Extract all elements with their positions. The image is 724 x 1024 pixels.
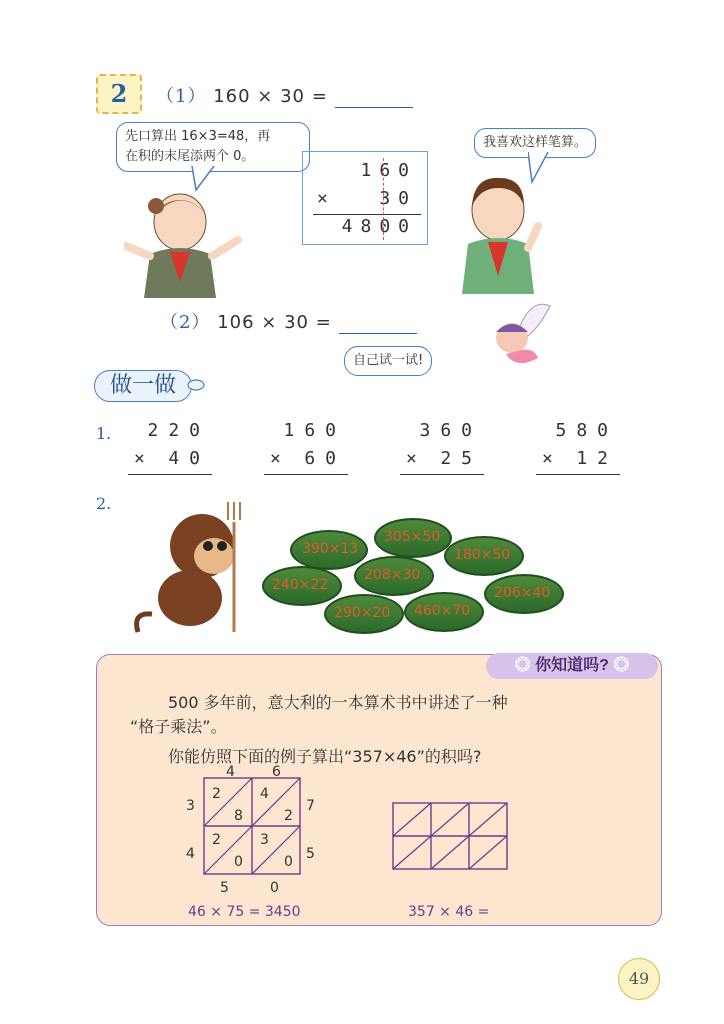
calc-result: 4800: [341, 216, 417, 237]
watermelon-1: [290, 530, 368, 570]
watermelon-1-label: 390×13: [302, 541, 359, 557]
watermelon-6: [484, 574, 564, 614]
watermelon-7: [324, 594, 404, 634]
problem-1-op: ×: [134, 448, 145, 469]
calc-operator: ×: [317, 188, 336, 209]
girl-bubble-line-1: 先口算出 16×3=48，再: [125, 129, 271, 144]
problem-2-bottom: 60: [304, 448, 346, 469]
badge-right-dot-icon: ◎: [613, 657, 630, 674]
lattice-top-digit-1: 4: [226, 764, 235, 780]
lattice-cell-2-ones: 2: [284, 808, 293, 824]
lattice-cell-1-ones: 8: [234, 808, 243, 824]
watermelon-5-label: 208×30: [364, 567, 421, 583]
watermelon-3-label: 180×50: [454, 547, 511, 563]
problem-1: [128, 420, 212, 478]
question-2-label: （2）: [160, 312, 211, 333]
practice-title: 做一做: [94, 370, 192, 402]
boy-illustration: [458, 172, 542, 294]
watermelon-2: [374, 518, 452, 558]
lattice-example-equation: 46 × 75 = 3450: [188, 904, 301, 920]
lattice-cell-3-tens: 2: [212, 832, 221, 848]
watermelon-6-label: 206×40: [494, 585, 551, 601]
girl-speech-bubble: [116, 122, 310, 172]
lattice-task-equation: 357 × 46 =: [408, 904, 490, 920]
girl-illustration: [124, 186, 254, 298]
problem-2-top: 160: [283, 420, 346, 441]
girl-bubble-line-2: 在积的末尾添两个 0。: [125, 149, 255, 164]
lattice-cell-2-tens: 4: [260, 786, 269, 802]
calc-row-1: 160: [360, 160, 417, 181]
watermelon-2-label: 305×50: [384, 529, 441, 545]
lattice-left-digit-1: 3: [186, 798, 195, 814]
watermelon-7-label: 290×20: [334, 605, 391, 621]
vertical-calculation-box: [302, 151, 428, 245]
problem-3-op: ×: [406, 448, 417, 469]
lattice-right-digit-1: 7: [306, 798, 315, 814]
lattice-cell-1-tens: 2: [212, 786, 221, 802]
watermelon-8: [404, 592, 484, 632]
practice-title-tail: [186, 378, 206, 392]
answer-blank-1[interactable]: [335, 89, 413, 108]
problem-3-top: 360: [419, 420, 482, 441]
badge-left-dot-icon: ◎: [514, 657, 531, 674]
problem-1-bottom: 40: [168, 448, 210, 469]
problem-2-op: ×: [270, 448, 281, 469]
problem-3-bottom: 25: [440, 448, 482, 469]
watermelon-3: [444, 536, 524, 576]
question-2: [160, 308, 417, 334]
boy-speech-bubble: 我喜欢这样笔算。: [474, 128, 596, 158]
panel-paragraph-2: “格子乘法”。: [130, 717, 227, 736]
monkey-illustration: [128, 502, 256, 638]
lattice-cell-4-tens: 3: [260, 832, 269, 848]
lattice-exercise-grid[interactable]: [392, 802, 510, 870]
watermelon-5: [354, 556, 434, 596]
problem-1-top: 220: [147, 420, 210, 441]
problem-3-line: [400, 474, 484, 475]
panel-paragraph-1: 500 多年前，意大利的一本算术书中讲述了一种: [168, 693, 508, 712]
problem-4: [536, 420, 620, 478]
did-you-know-title: 你知道吗?: [535, 657, 609, 674]
section-number-badge: 2: [96, 74, 142, 114]
exercise-1-number: 1.: [96, 424, 112, 443]
problem-1-line: [128, 474, 212, 475]
panel-paragraph-3: 你能仿照下面的例子算出“357×46”的积吗?: [168, 747, 482, 766]
question-1-label: （1）: [156, 86, 207, 107]
angel-speech-bubble: 自己试一试!: [344, 346, 432, 376]
page-number: 49: [618, 958, 660, 1000]
lattice-left-digit-2: 4: [186, 846, 195, 862]
problem-4-top: 580: [555, 420, 618, 441]
problem-4-line: [536, 474, 620, 475]
problem-4-op: ×: [542, 448, 553, 469]
watermelon-4-label: 240×22: [272, 577, 329, 593]
problem-2-line: [264, 474, 348, 475]
lattice-bottom-digit-2: 0: [270, 880, 279, 896]
question-1: [156, 82, 413, 108]
watermelon-4: [262, 566, 342, 606]
calc-row-2: 30: [379, 188, 417, 209]
problem-4-bottom: 12: [576, 448, 618, 469]
problem-3: [400, 420, 484, 478]
problem-2: [264, 420, 348, 478]
watermelon-8-label: 460×70: [414, 603, 471, 619]
lattice-cell-3-ones: 0: [234, 854, 243, 870]
answer-blank-2[interactable]: [339, 315, 417, 334]
did-you-know-badge: [486, 653, 658, 679]
lattice-example-grid: [180, 762, 330, 898]
lattice-cell-4-ones: 0: [284, 854, 293, 870]
question-2-expr: 106 × 30 =: [217, 312, 332, 333]
angel-illustration: [476, 296, 558, 370]
question-1-expr: 160 × 30 =: [213, 86, 328, 107]
lattice-bottom-digit-1: 5: [220, 880, 229, 896]
calc-divider: [383, 158, 384, 240]
lattice-top-digit-2: 6: [272, 764, 281, 780]
exercise-2-number: 2.: [96, 494, 112, 513]
lattice-right-digit-2: 5: [306, 846, 315, 862]
